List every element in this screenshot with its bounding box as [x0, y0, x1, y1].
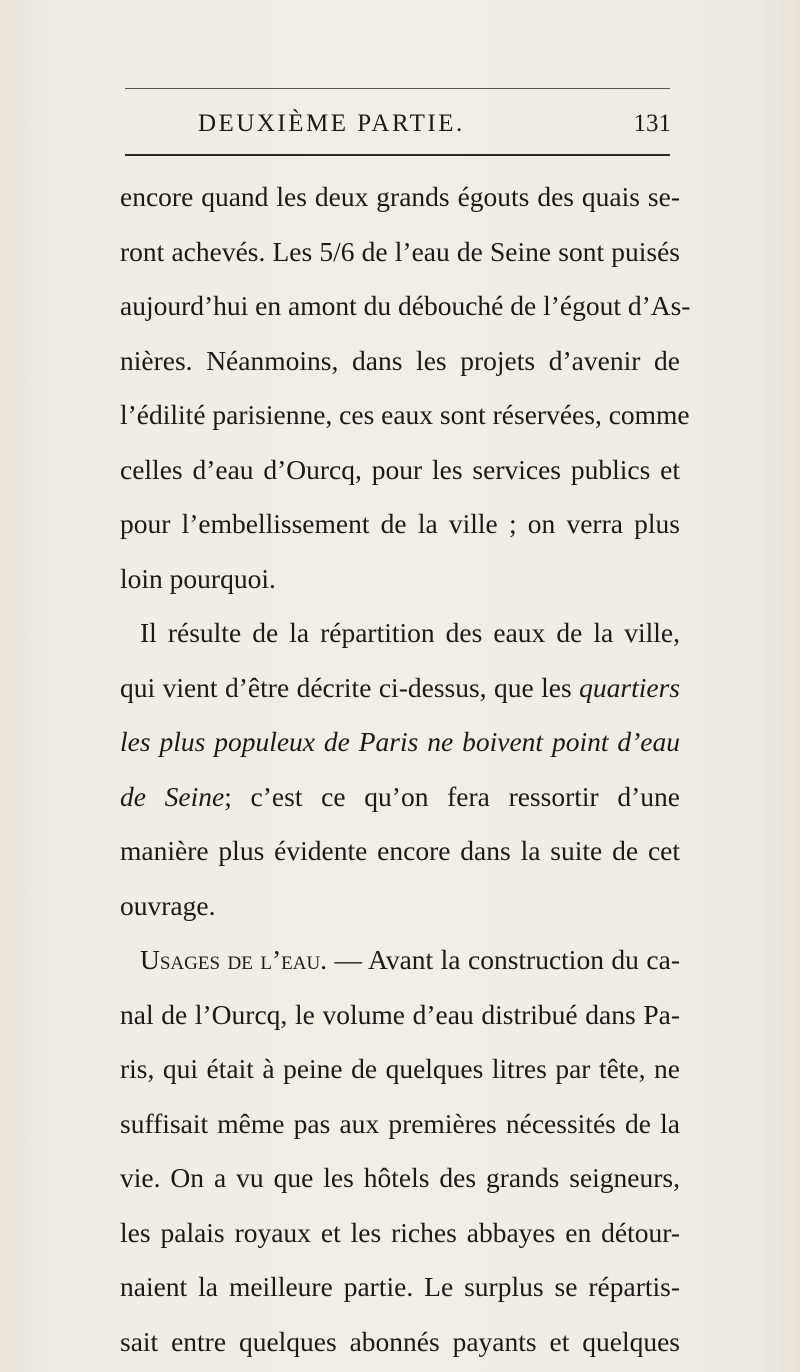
text-line: pour l’embellissement de la ville ; on verra plus	[120, 508, 680, 539]
text-line: naient la meilleure partie. Le surplus se répartis-	[120, 1271, 680, 1302]
text-line: nal de l’Ourcq, le volume d’eau distribué dans Pa-	[120, 998, 680, 1030]
text-line: aujourd’hui en amont du débouché de l’égout d’As-	[120, 290, 691, 321]
text-line: ouvrage.	[120, 889, 216, 921]
page-number: 131	[633, 110, 671, 137]
text-line: les palais royaux et les riches abbayes en détour-	[120, 1216, 680, 1248]
header-bottom-rule	[125, 154, 670, 156]
text-run: qui vient d’être décrite ci-dessus, que les	[120, 671, 580, 703]
italic-run: les plus populeux de Paris ne boivent point d’eau	[120, 726, 680, 757]
text-run: — Avant la construction du ca-	[327, 944, 680, 975]
text-line	[120, 770, 680, 825]
text-line: ront achevés. Les 5/6 de l’eau de Seine sont puisés	[120, 235, 680, 267]
text-line	[120, 933, 680, 988]
text-line: loin pourquoi.	[120, 562, 276, 594]
text-line: sait entre quelques abonnés payants et quelques	[120, 1325, 680, 1357]
section-heading: Usages de l’eau.	[140, 944, 328, 975]
italic-run: de Seine	[120, 780, 225, 812]
text-line	[120, 715, 680, 770]
text-line: vie. On a vu que les hôtels des grands seigneurs,	[120, 1162, 680, 1193]
text-line: l’édilité parisienne, ces eaux sont réservées, comme	[120, 399, 690, 430]
text-line: encore quand les deux grands égouts des quais se-	[120, 181, 680, 212]
running-head-title: DEUXIÈME PARTIE.	[198, 110, 465, 137]
text-line: Il résulte de la répartition des eaux de la ville,	[140, 617, 680, 648]
text-line: celles d’eau d’Ourcq, pour les services publics et	[120, 453, 680, 485]
body-text	[120, 170, 691, 1369]
text-line	[120, 661, 680, 716]
running-head	[120, 106, 675, 142]
text-run: ; c’est ce qu’on fera ressortir d’une	[224, 780, 680, 812]
italic-run: quartiers	[579, 671, 680, 703]
text-line: ris, qui était à peine de quelques litres par tête, ne	[120, 1053, 680, 1084]
header-top-rule	[125, 88, 670, 89]
text-line: manière plus évidente encore dans la suite de cet	[120, 835, 680, 866]
text-line: nières. Néanmoins, dans les projets d’avenir de	[120, 344, 680, 376]
text-line: suffisait même pas aux premières nécessités de la	[120, 1107, 680, 1139]
